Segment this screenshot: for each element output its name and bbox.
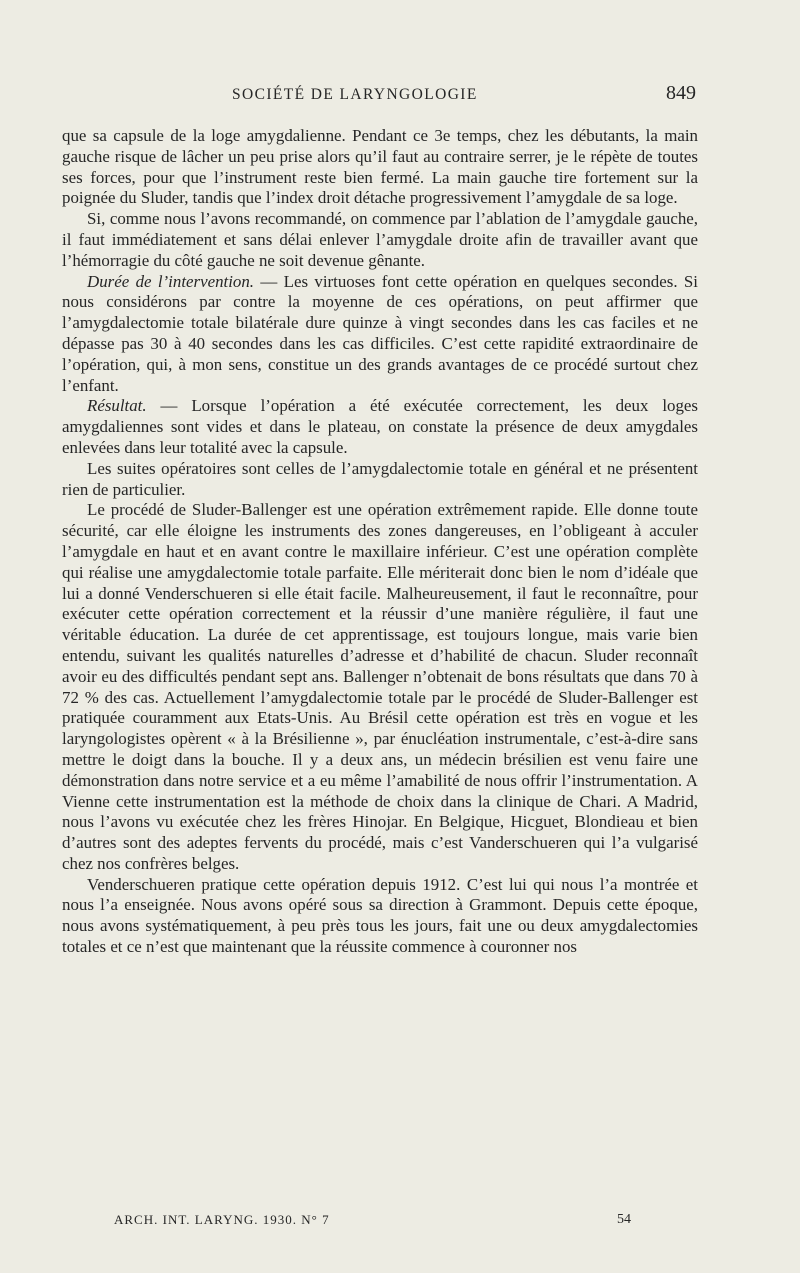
paragraph-lead: Résultat. (87, 396, 147, 416)
paragraph-text: — Les virtuoses font cette opération en quelques secondes. Si nous considérons par contre la moyenne de ces opérations, on peut affirmer que l’amygdalectomie totale bilatérale dure quinze à vingt secondes dans les cas faciles et ne dépasse pas 30 à 40 secondes dans les cas difficiles. C’est cette rapidité extraordinaire de l’opération, qui, à mon sens, constitue un des grands avantages de ce procédé surtout chez l’enfant. (62, 271, 698, 395)
paragraph-text: que sa capsule de la loge amygdalienne. Pendant ce 3e temps, chez les débutants, la main gauche risque de lâcher un peu prise alors qu’il faut au contraire serrer, je le répète de toutes ses forces, pour que l’instrument reste bien fermé. La main gauche tire fortement sur la poignée du Sluder, tandis que l’index droit détache progressivement l’amygdale de sa loge. (62, 126, 698, 208)
paragraph-text: Venderschueren pratique cette opération depuis 1912. C’est lui qui nous l’a montrée et nous l’a enseignée. Nous avons opéré sous sa direction à Grammont. Depuis cette époque, nous avons systématiquement, à peu près tous les jours, fait une ou deux amygdalectomies totales et ce n’est que maintenant que la réussite commence à couronner nos (62, 874, 698, 957)
page-number: 849 (666, 82, 696, 104)
paragraph-text: Le procédé de Sluder-Ballenger est une opération extrêmement rapide. Elle donne toute sécurité, car elle éloigne les instruments des zones dangereuses, en l’obligeant à acculer l’amygdale en haut et en avant contre le maxillaire inférieur. C’est une opération complète qui réalise une amygdalectomie totale parfaite. Elle mériterait donc bien le nom d’idéale que lui a donné Venderschueren si elle était facile. Malheureusement, il faut le reconnaître, pour exécuter cette opération correctement et la réussir d’une manière régulière, il faut une véritable éducation. La durée de cet apprentissage, est toujours longue, mais varie bien entendu, suivant les qualités naturelles d’adresse et d’habilité de chacun. Sluder reconnaît avoir eu des difficultés pendant sept ans. Ballenger n’obtenait de bons résultats que dans 70 à 72 % des cas. Actuellement l’amygdalectomie totale par le procédé de Sluder-Ballenger est pratiquée couramment aux Etats-Unis. Au Brésil cette opération est très en vogue et les laryngologistes opèrent « à la Brésilienne », par énucléation instrumentale, c’est-à-dire sans mettre le doigt dans la bouche. Il y a deux ans, un médecin brésilien est venu faire une démonstration dans notre service et a eu même l’amabilité de nous offrir l’instrumentation. A Vienne cette instrumentation est la méthode de choix dans la clinique de Chari. A Madrid, nous l’avons vu exécutée chez les frères Hinojar. En Belgique, Hicguet, Blondieau et bien d’autres sont des adeptes fervents du procédé, mais c’est Vanderschueren qui l’a vulgarisé chez nos confrères belges. (62, 500, 698, 873)
paragraph-ablation-order (62, 209, 698, 271)
body-text (62, 126, 698, 958)
page-header (62, 80, 698, 110)
paragraph-text: Les suites opératoires sont celles de l’amygdalectomie totale en général et ne présentent rien de particulier. (62, 458, 698, 499)
journal-reference: ARCH. INT. LARYNG. 1930. N° 7 (114, 1212, 330, 1227)
paragraph-postoperative (62, 459, 698, 501)
paragraph-text: — Lorsque l’opération a été exécutée correctement, les deux loges amygdaliennes sont vides et dans le plateau, on constate la présence de deux amygdales enlevées dans leur totalité avec la capsule. (62, 396, 698, 457)
paragraph-text: Si, comme nous l’avons recommandé, on commence par l’ablation de l’amygdale gauche, il faut immédiatement et sans délai enlever l’amygdale droite afin de travailler avant que l’hémorragie du côté gauche ne soit devenue gênante. (62, 209, 698, 270)
paragraph-sluder-ballenger (62, 500, 698, 874)
paragraph-lead: Durée de l’intervention. (87, 271, 255, 291)
paragraph-capsule (62, 126, 698, 209)
page-footer (62, 1212, 698, 1232)
paragraph-venderschueren (62, 875, 698, 958)
paragraph-result (62, 396, 698, 458)
running-title: SOCIÉTÉ DE LARYNGOLOGIE (232, 86, 478, 103)
signature-number: 54 (617, 1212, 631, 1227)
paragraph-duration (62, 272, 698, 397)
